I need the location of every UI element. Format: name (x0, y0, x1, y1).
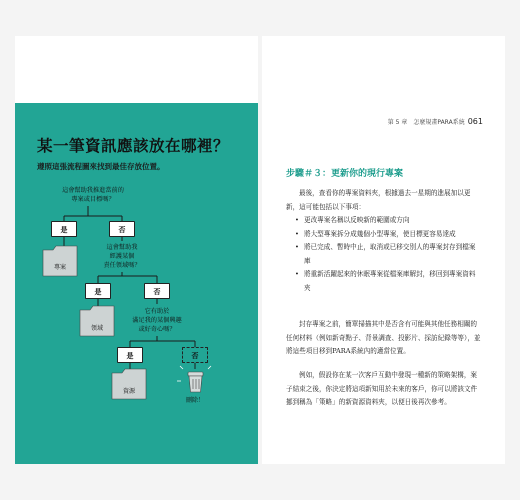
paragraph-1: 最後，查看你的專案資料夾，根據過去一星期的進展加以更新，這可能包括以下事項： (286, 189, 471, 211)
yes-box-2: 是 (85, 283, 111, 299)
question-3-line-2: 滿足我的某個興趣 (132, 317, 182, 324)
left-page (15, 36, 258, 464)
yes-box-3: 是 (117, 347, 143, 363)
trash-icon (188, 372, 203, 392)
step-heading: 步驟＃３：更新你的現行專案 (286, 169, 404, 179)
running-head-text: 第 5 章 怎麼規畫PARA系統 (387, 119, 465, 126)
right-page (262, 36, 505, 464)
question-1-line-2: 專案或目標嗎？ (71, 196, 115, 203)
no-box-3: 否 (182, 347, 208, 363)
page-title: 某一筆資訊應該放在哪裡？ (37, 137, 230, 155)
question-3-line-3: 或好奇心嗎？ (138, 326, 176, 333)
paragraph-2: 封存專案之前，簡單掃描其中是否含有可能與其他任務相關的任何材料（例如新奇點子、背景調查、投影片、採訪紀錄等等），並將這些項目移到PARA系統內的適當位置。 (286, 320, 481, 355)
bullet-item: • 將大型專案拆分成幾個小型專案，使目標更容易達成 (304, 228, 480, 242)
paragraph-3: 例如，假設你在某一次客戶互動中發現一種新的策略架構，案子結束之後，你決定將這項新知用於未來的客戶，你可以將該文件挪到稱為「策略」的新資源資料夾，以便日後再次參考。 (286, 371, 478, 406)
folder-project-icon (43, 246, 77, 276)
yes-box-1: 是 (51, 221, 77, 237)
question-2-line-2: 經護某個 (109, 253, 135, 260)
no-box-1: 否 (109, 221, 135, 237)
question-2 (95, 243, 149, 270)
folder-area-label: 領域 (90, 325, 103, 332)
bullet-item: • 將已完成、暫時中止，取消或已移交別人的專案封存到檔案庫 (304, 241, 480, 268)
question-1-line-1: 這會幫助我推進當前的 (62, 187, 124, 194)
no-box-2: 否 (144, 283, 170, 299)
question-2-line-3: 責任領域嗎？ (103, 262, 141, 269)
question-1 (58, 186, 128, 204)
running-head (388, 117, 483, 126)
question-3-line-1: 它有助於 (144, 308, 170, 315)
delete-label: 刪除！ (186, 397, 205, 404)
question-2-line-1: 這會幫助我 (106, 244, 138, 251)
folder-resource-label: 資源 (122, 388, 135, 395)
folder-project-label: 專案 (53, 264, 66, 271)
page-subtitle: 遵照這張流程圖來找到最佳存放位置。 (37, 162, 165, 171)
question-3 (127, 307, 187, 334)
bullet-item: • 將重新活躍起來的休眠專案從檔案庫解封，移回到專案資料夾 (304, 268, 480, 295)
page-number: 061 (467, 117, 483, 126)
bullet-list (304, 214, 480, 295)
bullet-item: • 更改專案名稱以反映新的範圍或方向 (304, 214, 480, 228)
